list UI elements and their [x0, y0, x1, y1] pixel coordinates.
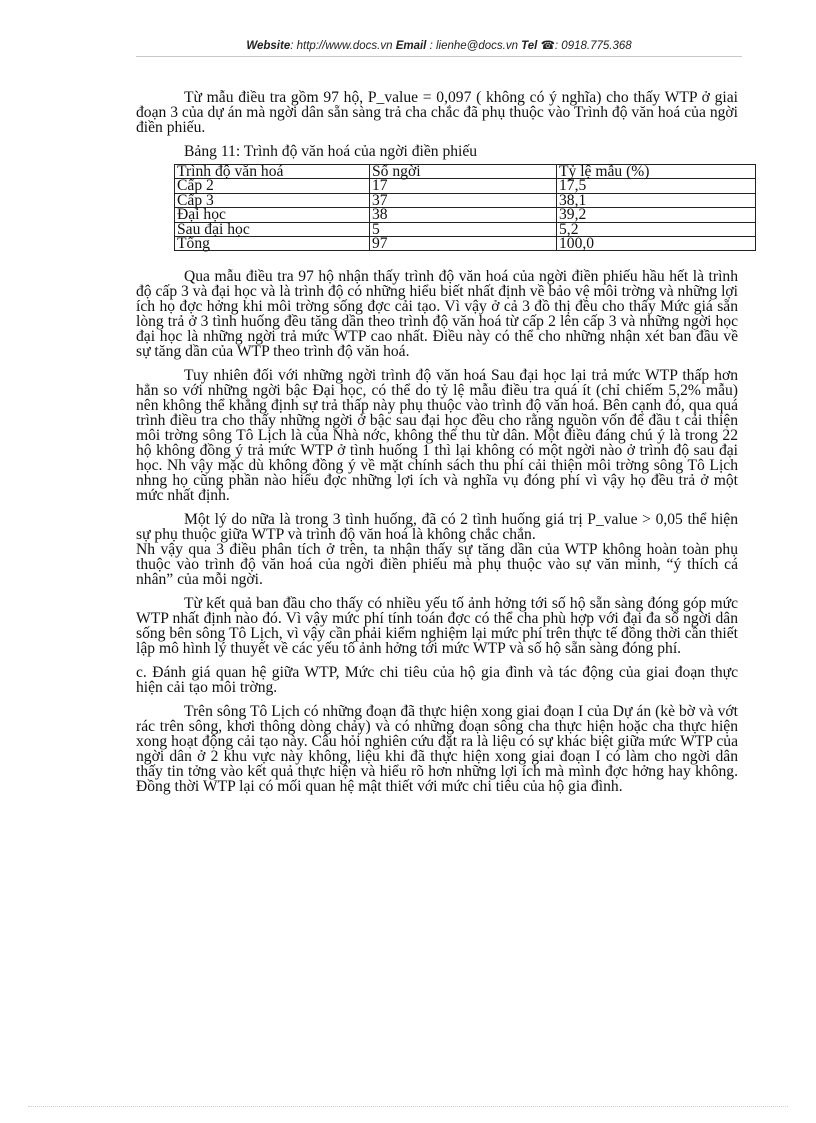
table-caption: Bảng 11: Trình độ văn hoá của ngời điền phiếu — [184, 143, 478, 160]
body-paragraph: Từ kết quả ban đầu cho thấy có nhiều yếu tố ảnh hởng tới số hộ sẵn sàng đóng góp mức WTP nhất định nào đó. Vì vậy mức phí tính toán đợc có thể cha phù hợp với đại đa số ngời dân sống bên sông Tô Lịch, vì vậy cần phải kiểm nghiệm lại mức phí trên thực tế đồng thời cần thiết lập mô hình lý thuyết về các yếu tố ảnh hởng tới mức WTP và số hộ sẵn sàng đóng phí. — [136, 595, 738, 658]
table-cell: 17 — [370, 179, 557, 193]
table-cell: 17,5 — [557, 179, 756, 193]
website-label: Website — [246, 40, 291, 52]
table-cell: 37 — [370, 193, 557, 207]
table-cell: Cấp 3 — [175, 193, 370, 207]
page-header — [136, 38, 742, 52]
phone-icon: ☎ — [540, 40, 555, 52]
table-cell: Cấp 2 — [175, 179, 370, 193]
table-header-cell: Trình độ văn hoá — [175, 165, 370, 179]
table-cell: 5 — [370, 222, 557, 236]
header-divider — [136, 56, 742, 57]
table-row — [175, 193, 756, 207]
table-row — [175, 237, 756, 251]
table-cell: 38 — [370, 208, 557, 222]
table-cell: 38,1 — [557, 193, 756, 207]
website-value: : http://www.docs.vn — [290, 40, 393, 52]
table-row — [175, 208, 756, 222]
table-cell: Đại học — [175, 208, 370, 222]
table-cell: Sau đại học — [175, 222, 370, 236]
table-cell: Tổng — [175, 237, 370, 251]
table-header-cell: Tỷ lệ mẫu (%) — [557, 165, 756, 179]
intro-paragraph: Từ mẫu điều tra gồm 97 hộ, P_value = 0,097 ( không có ý nghĩa) cho thấy WTP ở giai đoạn 3 của dự án mà ngời dân sẵn sàng trả cha chắc đã phụ thuộc vào Trình độ văn hoá của ngời điền phiếu. — [136, 89, 738, 136]
body-paragraph: Qua mẫu điều tra 97 hộ nhận thấy trình độ văn hoá của ngời điền phiếu hầu hết là trình độ cấp 3 và đại học và là trình độ có những hiểu biết nhất định về bảo vệ môi trờng và những lợi ích họ đợc hởng khi môi trờng sống đợc cải tạo. Vì vậy ở cả 3 đồ thị đều cho thấy Mức giá sẵn lòng trả ở 3 tình huống đều tăng dần theo trình độ văn hoá từ cấp 2 lên cấp 3 và những ngời học đại học là những ngời trả mức WTP cao nhất. Điều này có thể cho những nhận xét ban đầu về sự tăng dần của WTP theo trình độ văn hoá. — [136, 268, 738, 361]
tel-value: : 0918.775.368 — [554, 40, 632, 52]
table-header-cell: Số ngời — [370, 165, 557, 179]
body-paragraph: Một lý do nữa là trong 3 tình huống, đã có 2 tình huống giá trị P_value > 0,05 thể hiện sự phụ thuộc giữa WTP và trình độ văn hoá là không chắc chắn. — [136, 511, 738, 544]
email-value: : lienhe@docs.vn — [429, 40, 518, 52]
tel-label: Tel — [521, 40, 538, 52]
body-paragraph: Nh vậy qua 3 điều phân tích ở trên, ta nhận thấy sự tăng dần của WTP không hoàn toàn phụ thuộc vào trình độ văn hoá của ngời điền phiếu mà phụ thuộc vào sự văn minh, “ý thích cá nhân” của mỗi ngời. — [136, 541, 738, 589]
table-row — [175, 179, 756, 193]
section-heading: c. Đánh giá quan hệ giữa WTP, Mức chi tiêu của hộ gia đình và tác động của giai đoạn thực hiện cải tạo môi trờng. — [136, 664, 738, 697]
body-paragraph: Trên sông Tô Lịch có những đoạn đã thực hiện xong giai đoạn I của Dự án (kè bờ và vớt rác trên sông, khơi thông dòng chảy) và có những đoạn sông cha thực hiện hoặc cha thực hiện xong hoạt động cải tạo này. Câu hỏi nghiên cứu đặt ra là liệu có sự khác biệt giữa mức WTP của ngời dân ở 2 khu vực này không, liệu khi đã thực hiện xong giai đoạn I có làm cho ngời dân thấy tin tởng vào kết quả thực hiện và hiểu rõ hơn những lợi ích mà mình đợc hởng hay không. Đồng thời WTP lại có mối quan hệ mật thiết với mức chi tiêu của hộ gia đình. — [136, 703, 738, 796]
table-header-row — [175, 165, 756, 179]
table-cell: 39,2 — [557, 208, 756, 222]
body-paragraph: Tuy nhiên đối với những ngời trình độ văn hoá Sau đại học lại trả mức WTP thấp hơn hẳn so với những ngời bậc Đại học, có thể do tỷ lệ mẫu điều tra quá ít (chỉ chiếm 5,2% mẫu) nên không thể khẳng định sự trả thấp này phụ thuộc vào trình độ văn hoá. Bên cạnh đó, qua quá trình điều tra cho thấy những ngời ở bậc sau đại học đều cho rằng nguồn vốn để đầu t cải thiện môi trờng sông Tô Lịch là của Nhà nớc, không thể thu từ dân. Một điều đáng chú ý là trong 22 hộ không đồng ý trả mức WTP ở tình huống 1 thì lại không có một ngời nào ở trình độ sau đại học. Nh vậy mặc dù không đồng ý về mặt chính sách thu phí cải thiện môi trờng sông Tô Lịch nhng họ cũng phần nào hiểu đợc những lợi ích và nghĩa vụ đóng phí vì vậy họ đều trả ở một mức nhất định. — [136, 367, 738, 505]
table-cell: 97 — [370, 237, 557, 251]
table-cell: 100,0 — [557, 237, 756, 251]
education-table — [174, 164, 756, 251]
email-label: Email — [395, 40, 427, 52]
table-cell: 5,2 — [557, 222, 756, 236]
document-body — [136, 90, 738, 803]
table-row — [175, 222, 756, 236]
footer-divider — [28, 1106, 788, 1107]
